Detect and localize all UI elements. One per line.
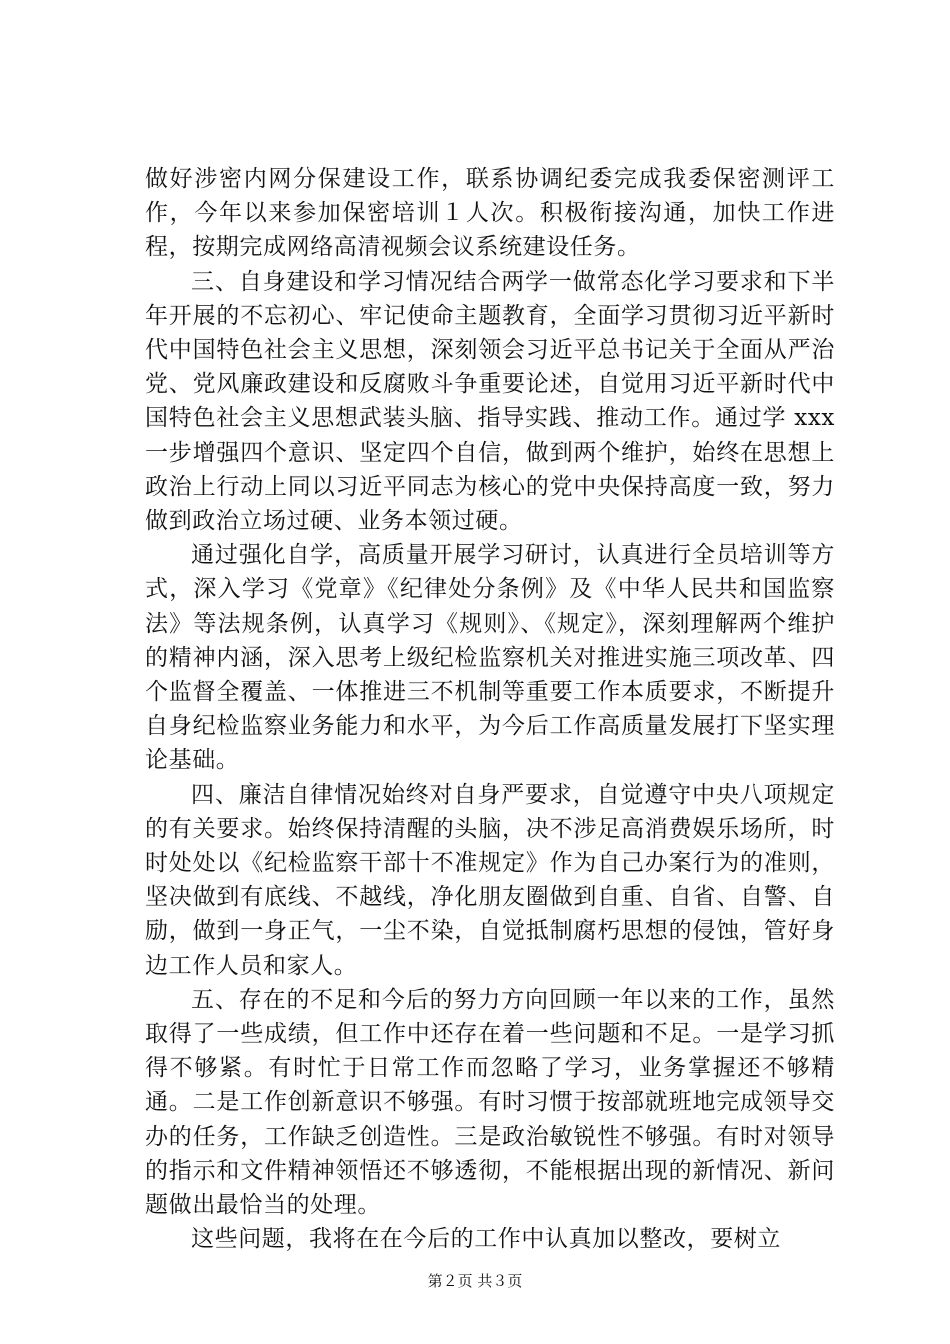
page-number-footer: 第２页 共３页 — [427, 1272, 523, 1290]
paragraph-self-building-study: 三、自身建设和学习情况结合两学一做常态化学习要求和下半年开展的不忘初心、牢记使命主题教育，全面学习贯彻习近平新时代中国特色社会主义思想，深刻领会习近平总书记关于全面从严治党、党风廉政建设和反腐败斗争重要论述，自觉用习近平新时代中国特色社会主义思想武装头脑、指导实践、推动工作。通过学 xxx 一步增强四个意识、坚定四个自信，做到两个维护，始终在思想上政治上行动上同以习近平同志为核心的党中央保持高度一致，努力做到政治立场过硬、业务本领过硬。 — [145, 268, 835, 535]
document-body — [145, 162, 835, 1257]
paragraph-self-study-methods: 通过强化自学，高质量开展学习研讨，认真进行全员培训等方式，深入学习《党章》《纪律处分条例》及《中华人民共和国监察法》等法规条例，认真学习《规则》、《规定》，深刻理解两个维护的精神内涵，深入思考上级纪检监察机关对推进实施三项改革、四个监督全覆盖、一体推进三不机制等重要工作本质要求，不断提升自身纪检监察业务能力和水平，为今后工作高质量发展打下坚实理论基础。 — [145, 542, 835, 774]
paragraph-shortcomings-direction: 五、存在的不足和今后的努力方向回顾一年以来的工作，虽然取得了一些成绩，但工作中还存在着一些问题和不足。一是学习抓得不够紧。有时忙于日常工作而忽略了学习，业务掌握还不够精通。二是工作创新意识不够强。有时习惯于按部就班地完成领导交办的任务，工作缺乏创造性。三是政治敏锐性不够强。有时对领导的指示和文件精神领悟还不够透彻，不能根据出现的新情况、新问题做出最恰当的处理。 — [145, 986, 835, 1219]
paragraph-continuation: 做好涉密内网分保建设工作，联系协调纪委完成我委保密测评工作，今年以来参加保密培训１人次。积极衔接沟通，加快工作进程，按期完成网络高清视频会议系统建设任务。 — [145, 166, 835, 261]
paragraph-rectification: 这些问题，我将在在今后的工作中认真加以整改，要树立 — [191, 1226, 781, 1253]
paragraph-integrity-self-discipline: 四、廉洁自律情况始终对自身严要求，自觉遵守中央八项规定的有关要求。始终保持清醒的头脑，决不涉足高消费娱乐场所，时时处处以《纪检监察干部十不准规定》作为自己办案行为的准则，坚决做到有底线、不越线，净化朋友圈做到自重、自省、自警、自励，做到一身正气，一尘不染，自觉抵制腐朽思想的侵蚀，管好身边工作人员和家人。 — [145, 781, 835, 979]
